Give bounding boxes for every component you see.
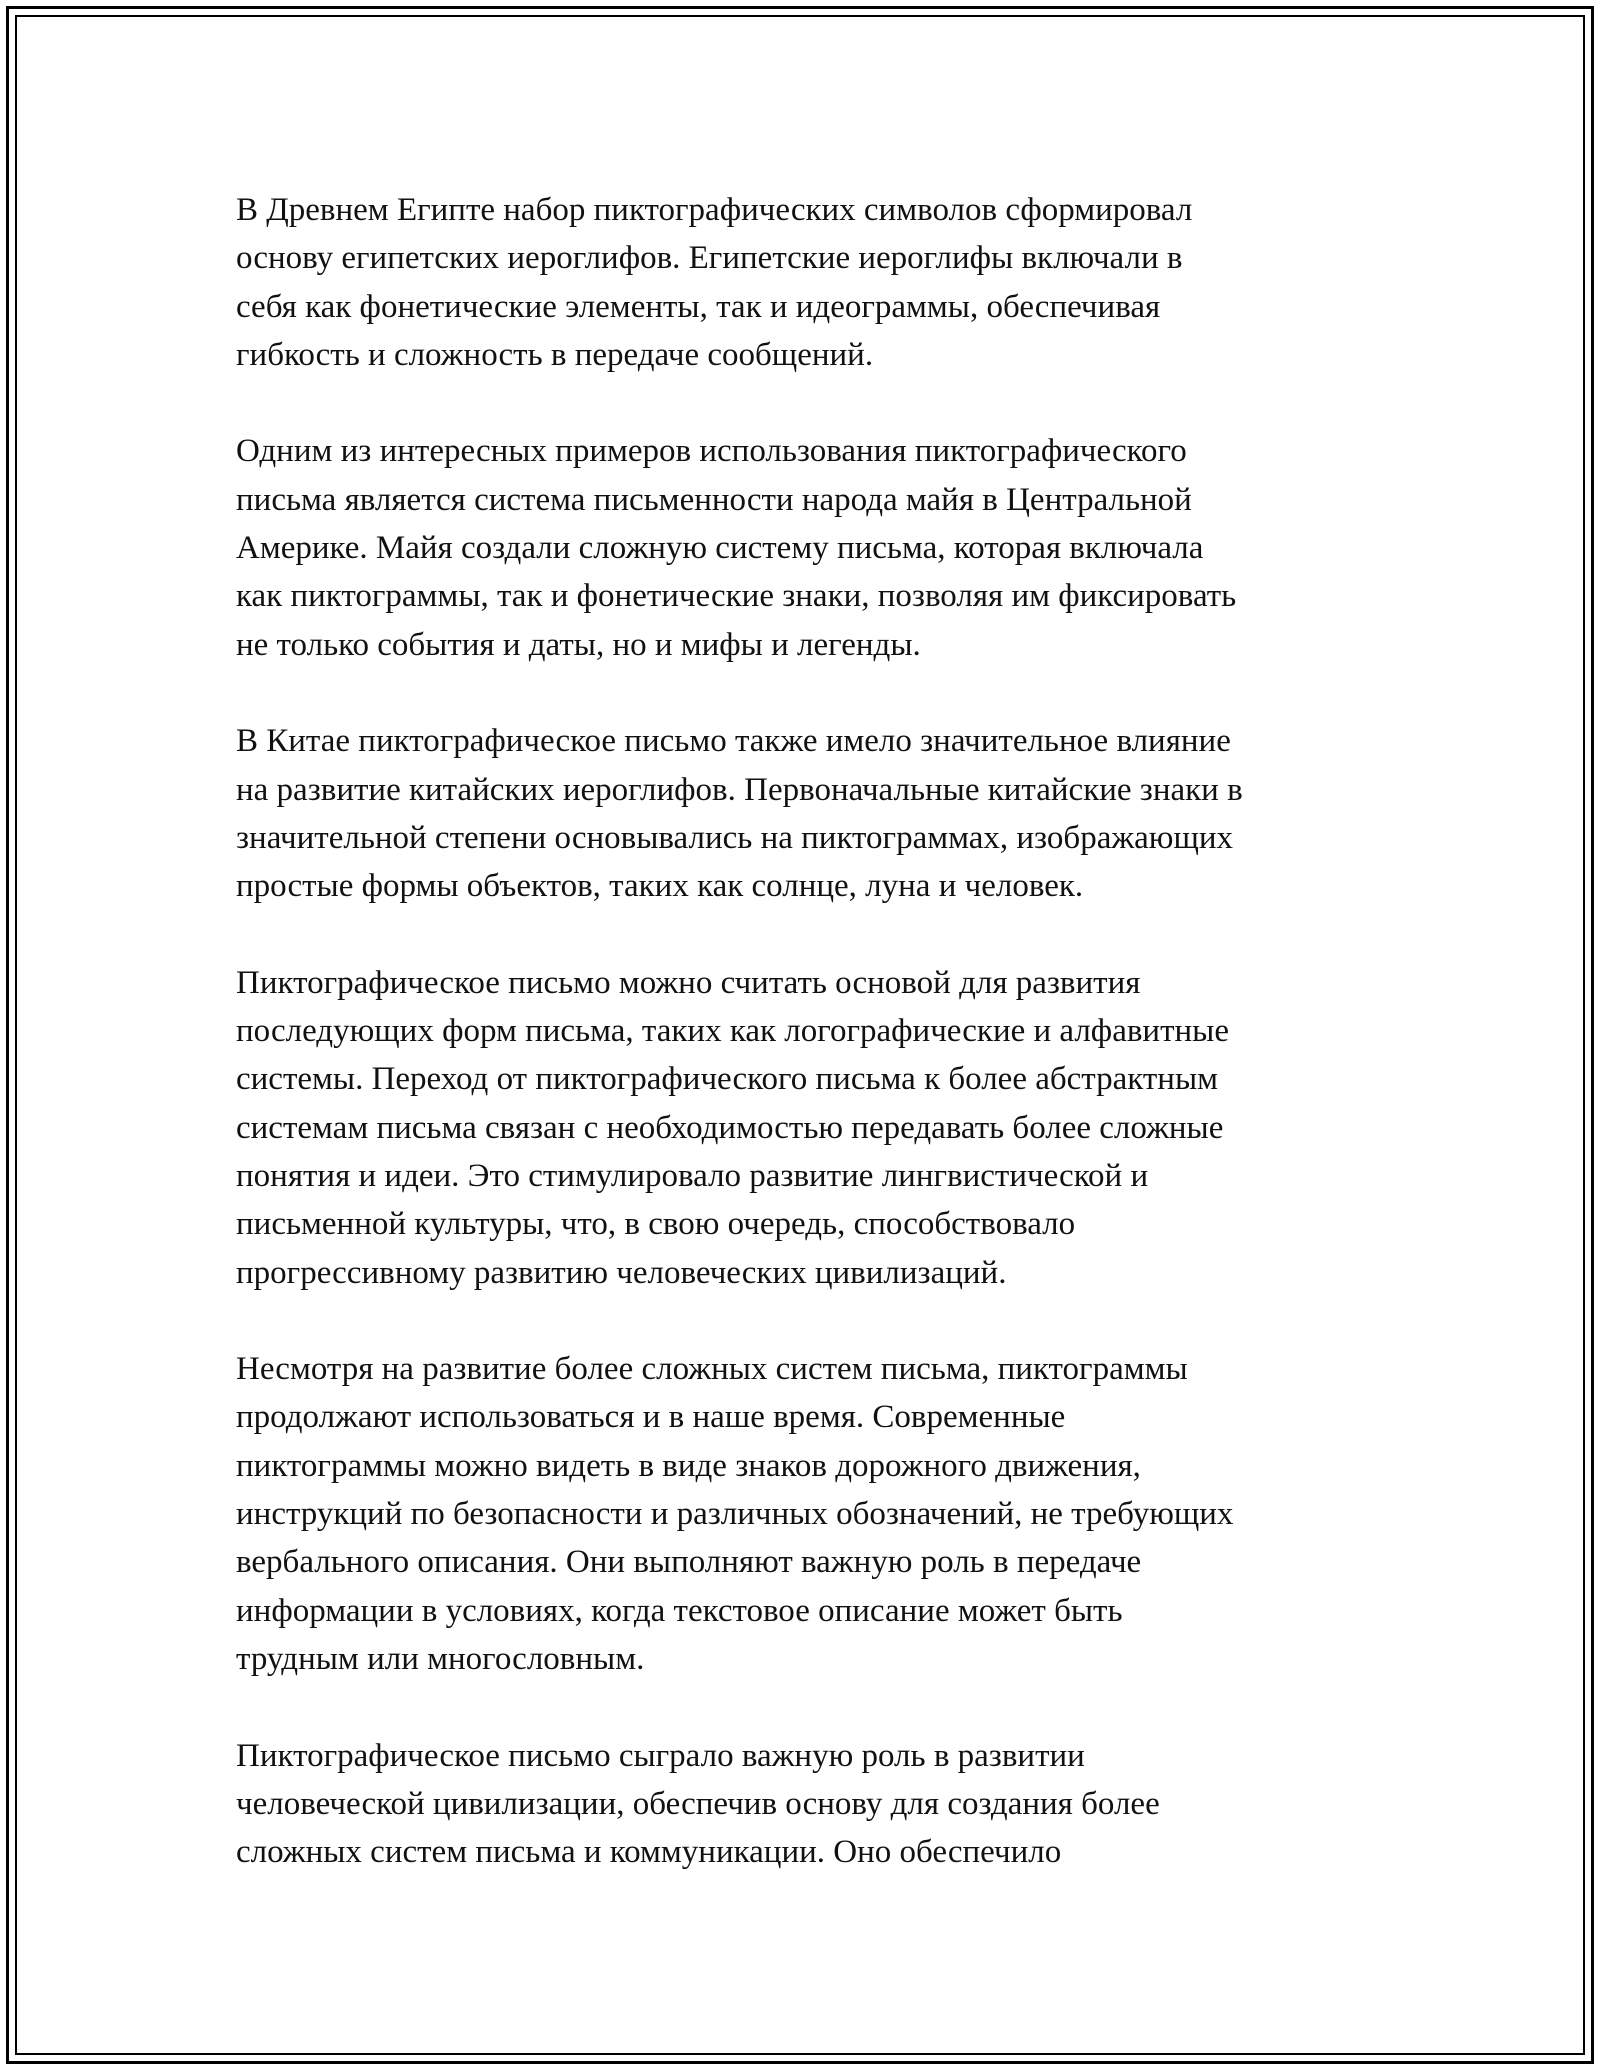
text-line: как пиктограммы, так и фонетические знаки, позволяя им фиксировать [236, 578, 1237, 615]
text-line: значительной степени основывались на пиктограммах, изображающих [236, 819, 1234, 856]
text-line: инструкций по безопасности и различных обозначений, не требующих [236, 1496, 1234, 1533]
paragraph [236, 427, 1376, 668]
text-line: вербального описания. Они выполняют важную роль в передаче [236, 1544, 1142, 1581]
text-line: В Древнем Египте набор пиктографических символов сформировал [236, 192, 1193, 228]
text-line: продолжают использоваться и в наше время. Современные [236, 1399, 1066, 1436]
text-line: системам письма связан с необходимостью передавать более сложные [236, 1109, 1224, 1146]
text-line: прогрессивному развитию человеческих цивилизаций. [236, 1254, 1007, 1291]
text-line: системы. Переход от пиктографического письма к более абстрактным [236, 1061, 1219, 1098]
text-line: на развитие китайских иероглифов. Первоначальные китайские знаки в [236, 771, 1243, 808]
text-line: Пиктографическое письмо сыграло важную роль в развитии [236, 1737, 1085, 1774]
paragraph [236, 186, 1376, 379]
text-line: письма является система письменности народа майя в Центральной [236, 481, 1192, 518]
text-line: письменной культуры, что, в свою очередь, способствовало [236, 1206, 1076, 1243]
text-line: Одним из интересных примеров использования пиктографического [236, 433, 1187, 470]
text-line: трудным или многословным. [236, 1640, 645, 1677]
text-line: В Китае пиктографическое письмо также имело значительное влияние [236, 723, 1231, 760]
text-line: человеческой цивилизации, обеспечив основу для создания более [236, 1785, 1160, 1822]
paragraph [236, 959, 1376, 1297]
text-line: понятия и идеи. Это стимулировало развитие лингвистической и [236, 1157, 1149, 1194]
text-line: сложных систем письма и коммуникации. Оно обеспечило [236, 1834, 1062, 1871]
text-line: простые формы объектов, таких как солнце, луна и человек. [236, 868, 1084, 905]
text-line: последующих форм письма, таких как логографические и алфавитные [236, 1013, 1229, 1050]
text-line: пиктограммы можно видеть в виде знаков дорожного движения, [236, 1447, 1141, 1484]
text-line: Америке. Майя создали сложную систему письма, которая включала [236, 530, 1204, 567]
document-body [236, 186, 1376, 1925]
paragraph [236, 1732, 1376, 1877]
paragraph [236, 1345, 1376, 1683]
text-line: основу египетских иероглифов. Египетские иероглифы включали в [236, 240, 1183, 277]
text-line: гибкость и сложность в передаче сообщений. [236, 336, 874, 373]
text-line: не только события и даты, но и мифы и легенды. [236, 626, 921, 663]
text-line: Несмотря на развитие более сложных систем письма, пиктограммы [236, 1351, 1188, 1388]
text-line: себя как фонетические элементы, так и идеограммы, обеспечивая [236, 288, 1161, 325]
text-line: Пиктографическое письмо можно считать основой для развития [236, 964, 1141, 1001]
text-line: информации в условиях, когда текстовое описание может быть [236, 1592, 1123, 1629]
paragraph [236, 717, 1376, 910]
